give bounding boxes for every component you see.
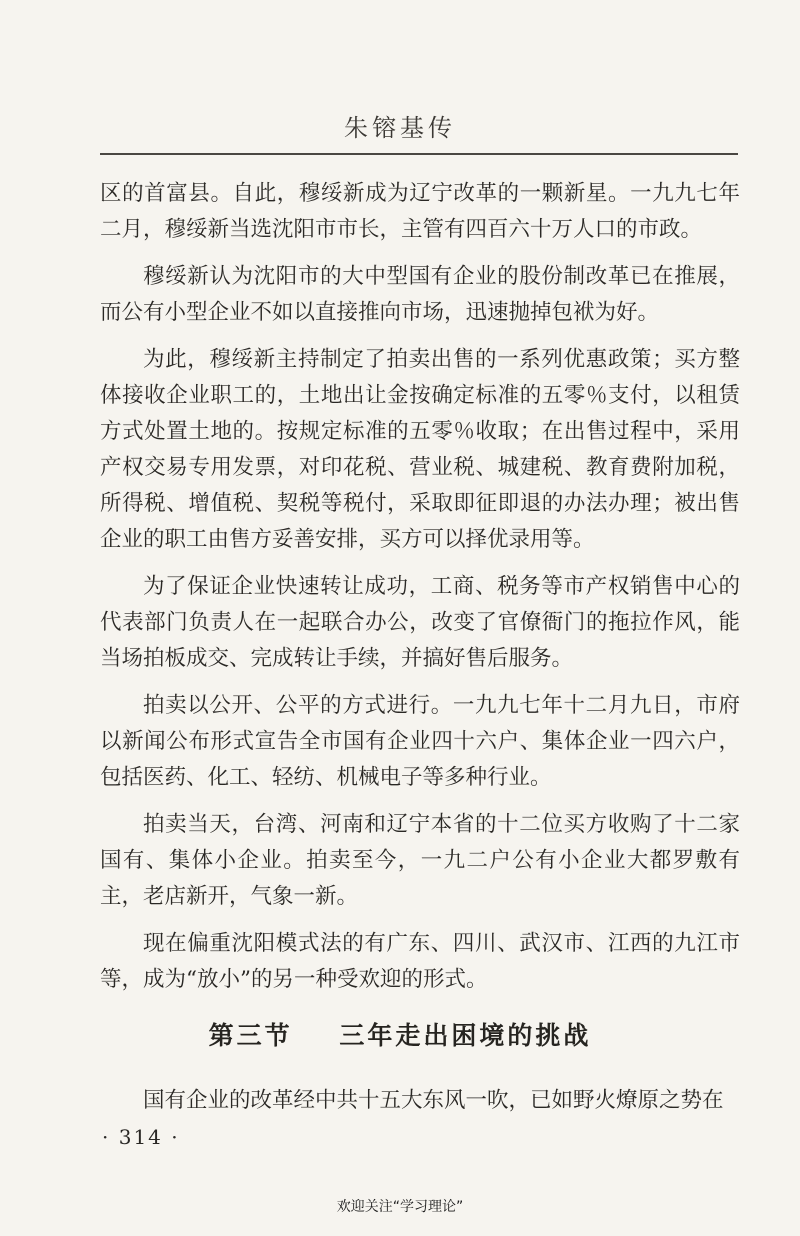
paragraph-7: 现在偏重沈阳模式法的有广东、四川、武汉市、江西的九江市等，成为“放小”的另一种受欢迎的形式。 (100, 931, 740, 992)
section-first-paragraph: 国有企业的改革经中共十五大东风一吹，已如野火燎原之势在 (143, 1088, 724, 1113)
paragraph-6: 拍卖当天，台湾、河南和辽宁本省的十二位买方收购了十二家国有、集体小企业。拍卖至今，一九二户公有小企业大都罗敷有主，老店新开，气象一新。 (100, 812, 740, 909)
paragraph-3: 为此，穆绥新主持制定了拍卖出售的一系列优惠政策；买方整体接收企业职工的，土地出让金按确定标准的五零％支付，以租赁方式处置土地的。按规定标准的五零％收取；在出售过程中，采用产权交易专用发票，对印花税、营业税、城建税、教育费附加税，所得税、增值税、契税等税付，采取即征即退的办法办理；被出售企业的职工由售方妥善安排，买方可以择优录用等。 (100, 347, 740, 552)
paragraph-1: 区的首富县。自此，穆绥新成为辽宁改革的一颗新星。一九九七年二月，穆绥新当选沈阳市市长，主管有四百六十万人口的市政。 (100, 181, 740, 242)
paragraph-2: 穆绥新认为沈阳市的大中型国有企业的股份制改革已在推展，而公有小型企业不如以直接推向市场，迅速抛掉包袱为好。 (100, 264, 740, 325)
running-title: 朱镕基传 (344, 114, 456, 142)
page-number: · 314 · (102, 1125, 180, 1149)
section-heading: 第三节 三年走出困境的挑战 (208, 1021, 592, 1050)
body-text (100, 176, 740, 1009)
header-rule (100, 153, 738, 155)
paragraph-5: 拍卖以公开、公平的方式进行。一九九七年十二月九日，市府以新闻公布形式宣告全市国有企业四十六户、集体企业一四六户，包括医药、化工、轻纺、机械电子等多种行业。 (100, 693, 740, 790)
footer-watermark-text: 欢迎关注“学习理论” (336, 1199, 464, 1215)
paragraph-4: 为了保证企业快速转让成功，工商、税务等市产权销售中心的代表部门负责人在一起联合办公，改变了官僚衙门的拖拉作风，能当场拍板成交、完成转让手续，并搞好售后服务。 (100, 574, 740, 671)
